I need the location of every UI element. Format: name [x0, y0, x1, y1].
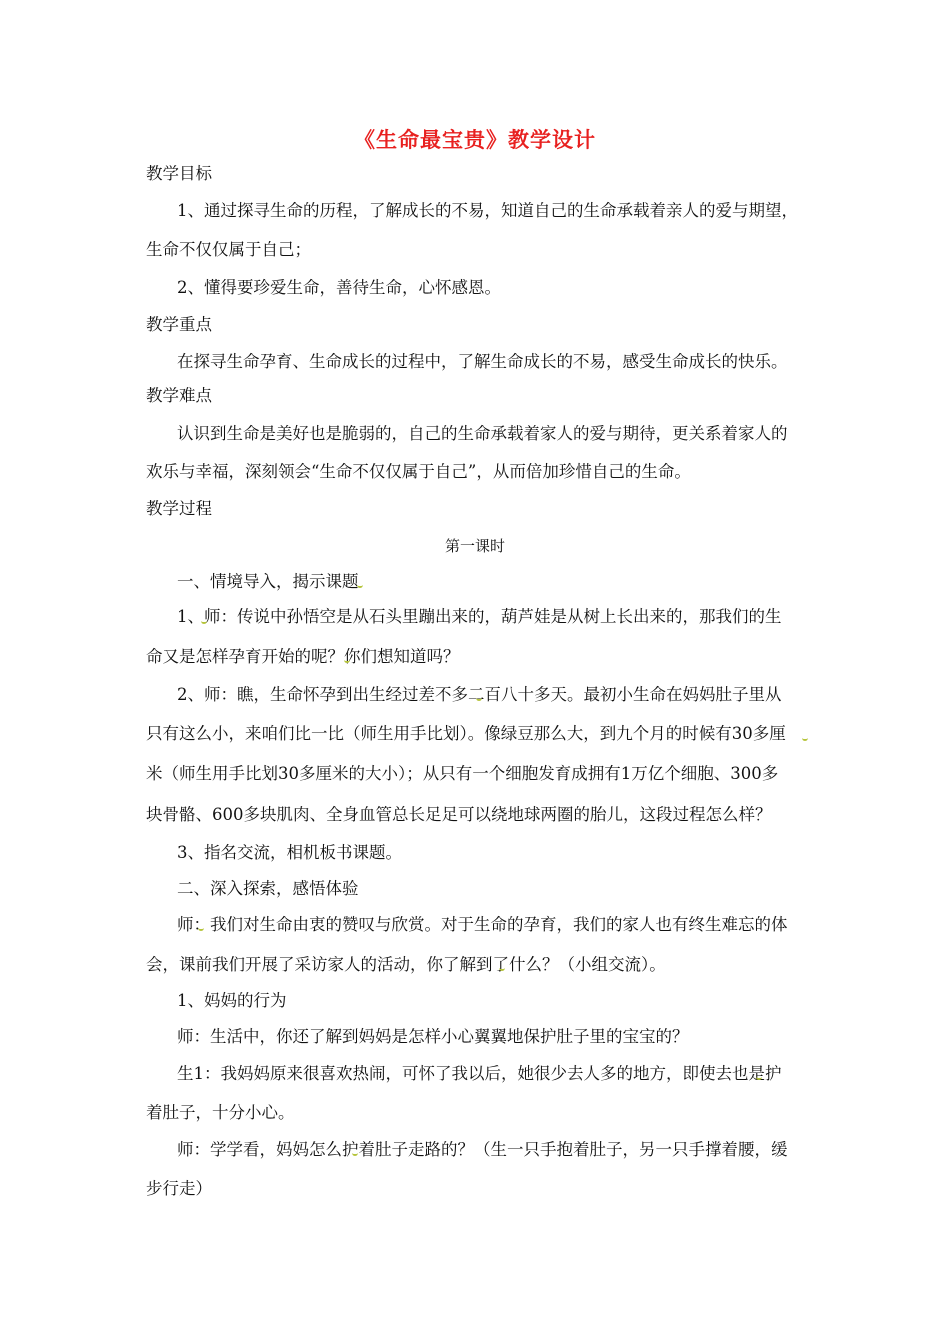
paragraph-line: 步行走） — [146, 1179, 212, 1198]
paragraph-line: 二、深入探索，感悟体验 — [177, 879, 359, 898]
paragraph-line: 命又是怎样孕育开始的呢？你们想知道吗？ — [146, 647, 460, 666]
section-heading-objectives: 教学目标 — [146, 164, 212, 183]
revision-mark — [352, 1150, 358, 1156]
paragraph-line: 认识到生命是美好也是脆弱的，自己的生命承载着家人的爱与期待，更关系着家人的 — [177, 424, 788, 443]
revision-mark — [476, 695, 482, 701]
paragraph-line: 在探寻生命孕育、生命成长的过程中，了解生命成长的不易，感受生命成长的快乐。 — [177, 352, 788, 371]
paragraph-line: 欢乐与幸福，深刻领会“生命不仅仅属于自己”，从而倍加珍惜自己的生命。 — [146, 462, 691, 481]
paragraph-line: 师：学学看，妈妈怎么护着肚子走路的？（生一只手抱着肚子，另一只手撑着腰，缓 — [177, 1140, 788, 1159]
document-title: 《生命最宝贵》教学设计 — [354, 127, 596, 152]
revision-mark — [344, 657, 350, 663]
paragraph-line: 师：生活中，你还了解到妈妈是怎样小心翼翼地保护肚子里的宝宝的？ — [177, 1027, 689, 1046]
paragraph-line: 1、师：传说中孙悟空是从石头里蹦出来的，葫芦娃是从树上长出来的，那我们的生 — [177, 607, 782, 626]
section-heading-key-points: 教学重点 — [146, 315, 212, 334]
paragraph-line: 一、情境导入，揭示课题 — [177, 572, 359, 591]
paragraph-line: 块骨骼、600多块肌肉、全身血管总长足足可以绕地球两圈的胎儿，这段过程怎么样？ — [146, 805, 772, 824]
paragraph-line: 3、指名交流，相机板书课题。 — [177, 843, 402, 862]
revision-mark — [198, 925, 204, 931]
revision-mark — [802, 735, 808, 741]
lesson-subheading: 第一课时 — [444, 537, 505, 555]
paragraph-line: 着肚子，十分小心。 — [146, 1103, 295, 1122]
paragraph-line: 会，课前我们开展了采访家人的活动，你了解到了什么？（小组交流）。 — [146, 955, 666, 974]
section-heading-process: 教学过程 — [146, 499, 212, 518]
paragraph-line: 生1：我妈妈原来很喜欢热闹，可怀了我以后，她很少去人多的地方，即使去也是护 — [177, 1064, 782, 1083]
revision-mark — [756, 1074, 762, 1080]
paragraph-line: 1、通过探寻生命的历程，了解成长的不易，知道自己的生命承载着亲人的爱与期望， — [177, 201, 798, 220]
section-heading-difficulties: 教学难点 — [146, 386, 212, 405]
revision-mark — [499, 965, 505, 971]
paragraph-line: 只有这么小，来咱们比一比（师生用手比划）。像绿豆那么大，到九个月的时候有30多厘 — [146, 724, 786, 743]
paragraph-line: 1、妈妈的行为 — [177, 991, 287, 1010]
paragraph-line: 米（师生用手比划30多厘米的大小）；从只有一个细胞发育成拥有1万亿个细胞、300多 — [146, 764, 779, 783]
paragraph-line: 2、师：瞧，生命怀孕到出生经过差不多二百八十多天。最初小生命在妈妈肚子里从 — [177, 685, 782, 704]
revision-mark — [201, 618, 207, 624]
paragraph-line: 2、懂得要珍爱生命，善待生命，心怀感恩。 — [177, 278, 501, 297]
paragraph-line: 师：我们对生命由衷的赞叹与欣赏。对于生命的孕育，我们的家人也有终生难忘的体 — [177, 915, 788, 934]
paragraph-line: 生命不仅仅属于自己； — [146, 240, 311, 259]
revision-mark — [357, 582, 363, 588]
